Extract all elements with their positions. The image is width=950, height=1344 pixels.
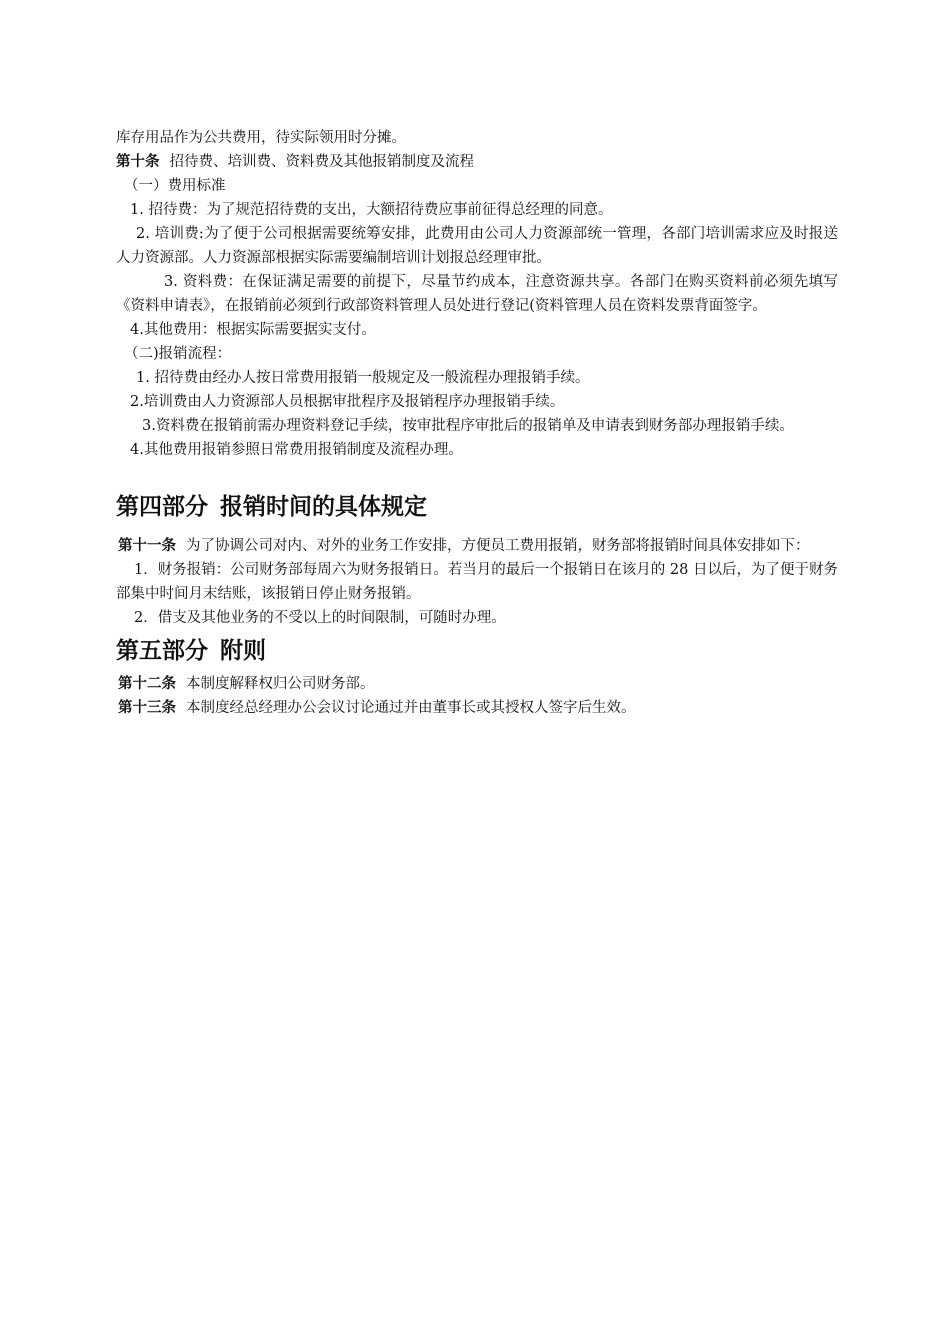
article-12-text: 本制度解释权归公司财务部。 bbox=[186, 676, 375, 692]
article-11-label: 第十一条 bbox=[118, 538, 176, 554]
flow-item-1: 1. 招待费由经办人按日常费用报销一般规定及一般流程办理报销手续。 bbox=[136, 370, 590, 386]
part-4-number: 第四部分 bbox=[116, 494, 208, 520]
flow-item-4: 4.其他费用报销参照日常费用报销制度及流程办理。 bbox=[130, 442, 463, 458]
article-13 bbox=[116, 696, 838, 720]
article-13-label: 第十三条 bbox=[118, 700, 176, 716]
part-4-title: 报销时间的具体规定 bbox=[220, 494, 427, 520]
section-1-title: （一）费用标准 bbox=[124, 178, 226, 194]
article-10-heading bbox=[116, 150, 838, 174]
part-4-heading bbox=[116, 492, 838, 522]
flow-item-3: 3.资料费在报销前需办理资料登记手续，按审批程序审批后的报销单及申请表到财务部办理报销手续。 bbox=[142, 418, 794, 434]
part-5-title: 附则 bbox=[220, 638, 266, 664]
document-body bbox=[116, 126, 838, 720]
article-11 bbox=[116, 534, 838, 558]
time-item-2: 2．借支及其他业务的不受以上的时间限制，可随时办理。 bbox=[134, 610, 506, 626]
part-5-heading bbox=[116, 636, 838, 666]
standard-item-2: 2. 培训费:为了便于公司根据需要统筹安排，此费用由公司人力资源部统一管理，各部门培训需求应及时报送人力资源部。人力资源部根据实际需要编制培训计划报总经理审批。 bbox=[116, 226, 838, 266]
article-11-text: 为了协调公司对内、对外的业务工作安排，方便员工费用报销，财务部将报销时间具体安排如下： bbox=[186, 538, 810, 554]
standard-item-4: 4.其他费用：根据实际需要据实支付。 bbox=[130, 322, 376, 338]
article-10-label: 第十条 bbox=[116, 154, 160, 170]
article-13-text: 本制度经总经理办公会议讨论通过并由董事长或其授权人签字后生效。 bbox=[186, 700, 636, 716]
flow-item-2: 2.培训费由人力资源部人员根据审批程序及报销程序办理报销手续。 bbox=[130, 394, 565, 410]
time-item-1: 1．财务报销：公司财务部每周六为财务报销日。若当月的最后一个报销日在该月的 28 日以后，为了便于财务部集中时间月末结账，该报销日停止财务报销。 bbox=[116, 562, 838, 602]
article-12-label: 第十二条 bbox=[118, 676, 176, 692]
paragraph-top-line: 库存用品作为公共费用，待实际领用时分摊。 bbox=[116, 130, 406, 146]
standard-item-3: 3. 资料费：在保证满足需要的前提下，尽量节约成本，注意资源共享。各部门在购买资料前必须先填写《资料申请表》，在报销前必须到行政部资料管理人员处进行登记(资料管理人员在资料发票背面签字。 bbox=[116, 274, 838, 314]
part-5-number: 第五部分 bbox=[116, 638, 208, 664]
article-12 bbox=[116, 672, 838, 696]
section-2-title: （二)报销流程： bbox=[124, 346, 232, 362]
standard-item-1: 1. 招待费：为了规范招待费的支出，大额招待费应事前征得总经理的同意。 bbox=[130, 202, 613, 218]
article-10-title: 招待费、培训费、资料费及其他报销制度及流程 bbox=[169, 154, 474, 170]
